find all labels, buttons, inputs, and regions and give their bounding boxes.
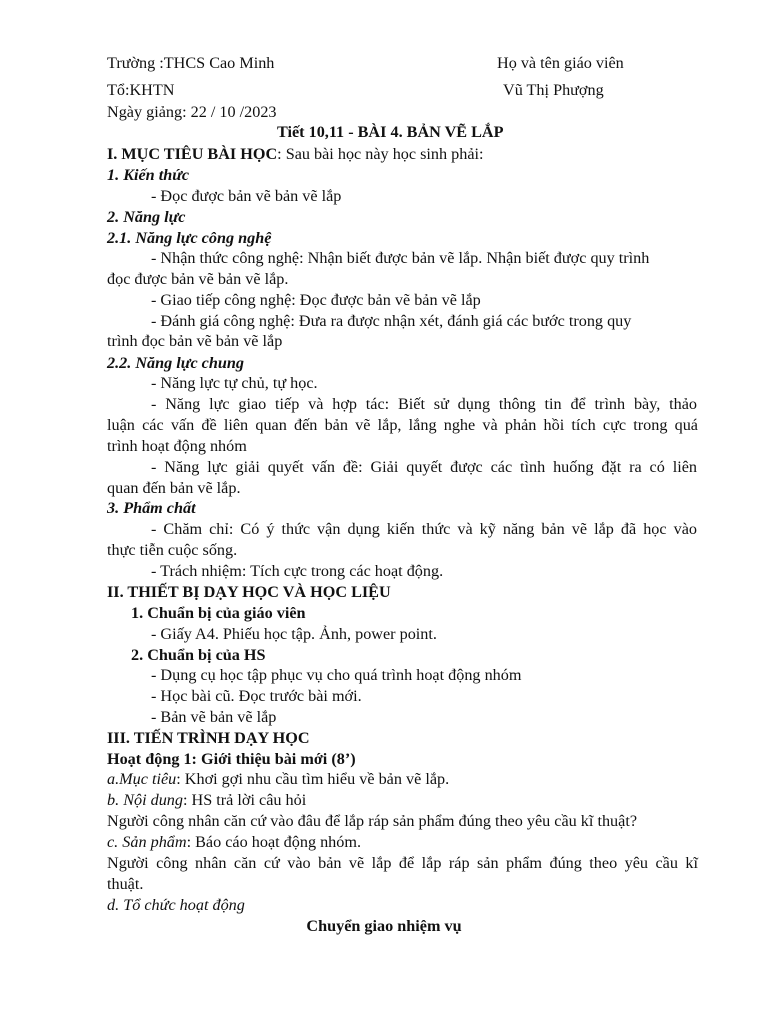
student-prep-item-2: - Học bài cũ. Đọc trước bài mới.: [151, 687, 362, 705]
knowledge-item: - Đọc được bản vẽ bản vẽ lắp: [151, 187, 342, 205]
quality-item-1-cont: thực tiễn cuộc sống.: [107, 541, 238, 559]
tech-item-3: - Đánh giá công nghệ: Đưa ra được nhận xét, đánh giá các bước trong quy: [151, 312, 632, 330]
section1-heading-line: [107, 144, 484, 164]
content-label: b. Nội dung: [107, 791, 183, 809]
department: Tổ:KHTN: [107, 81, 175, 99]
teacher-prep-heading: 1. Chuẩn bị của giáo viên: [131, 604, 306, 622]
general-ability-heading: 2.2. Năng lực chung: [107, 354, 244, 372]
teacher-prep-item: - Giấy A4. Phiếu học tập. Ảnh, power point.: [151, 625, 437, 643]
product-label: c. Sản phẩm: [107, 833, 187, 851]
student-prep-item-1: - Dụng cụ học tập phục vụ cho quá trình hoạt động nhóm: [151, 666, 522, 684]
general-item-3: - Năng lực giải quyết vấn đề: Giải quyết được các tình huống đặt ra có liên: [151, 458, 697, 476]
tech-item-1: - Nhận thức công nghệ: Nhận biết được bản vẽ lắp. Nhận biết được quy trình: [151, 249, 650, 267]
answer-line-1: Người công nhân căn cứ vào bản vẽ lắp để lắp ráp sản phẩm đúng theo yêu cầu kĩ: [107, 854, 698, 872]
general-item-2-cont: luận các vấn đề liên quan đến bản vẽ lắp, lắng nghe và phản hồi tích cực trong quá: [107, 416, 698, 434]
tech-item-2: - Giao tiếp công nghệ: Đọc được bản vẽ bản vẽ lắp: [151, 291, 481, 309]
quality-item-1: - Chăm chỉ: Có ý thức vận dụng kiến thức và kỹ năng bản vẽ lắp đã học vào: [151, 520, 697, 538]
teacher-label: Họ và tên giáo viên: [497, 54, 624, 72]
ability-heading: 2. Năng lực: [107, 208, 186, 226]
general-item-3-cont: quan đến bản vẽ lắp.: [107, 479, 241, 497]
general-item-1: - Năng lực tự chủ, tự học.: [151, 374, 318, 392]
tech-ability-heading: 2.1. Năng lực công nghệ: [107, 229, 272, 247]
lesson-title: Tiết 10,11 - BÀI 4. BẢN VẼ LẮP: [277, 123, 504, 141]
knowledge-heading: 1. Kiến thức: [107, 166, 190, 184]
quality-item-2: - Trách nhiệm: Tích cực trong các hoạt động.: [151, 562, 444, 580]
product-line: [107, 832, 361, 852]
goal-label: a.Mục tiêu: [107, 770, 177, 788]
answer-line-2: thuật.: [107, 875, 144, 893]
section3-heading: III. TIẾN TRÌNH DẠY HỌC: [107, 729, 310, 747]
general-item-2: - Năng lực giao tiếp và hợp tác: Biết sử dụng thông tin để trình bày, thảo: [151, 395, 697, 413]
goal-line: [107, 769, 449, 789]
tech-item-1-cont: đọc được bản vẽ bản vẽ lắp.: [107, 270, 289, 288]
teaching-date: Ngày giảng: 22 / 10 /2023: [107, 103, 277, 121]
tech-item-3-cont: trình đọc bản vẽ bản vẽ lắp: [107, 332, 283, 350]
quality-heading: 3. Phẩm chất: [107, 499, 196, 517]
product-text: : Báo cáo hoạt động nhóm.: [186, 833, 362, 851]
student-prep-item-3: - Bản vẽ bản vẽ lắp: [151, 708, 277, 726]
section2-heading: II. THIẾT BỊ DẠY HỌC VÀ HỌC LIỆU: [107, 583, 391, 601]
question: Người công nhân căn cứ vào đâu để lắp ráp sản phẩm đúng theo yêu cầu kĩ thuật?: [107, 812, 637, 830]
task-heading: Chuyển giao nhiệm vụ: [306, 917, 462, 935]
student-prep-heading: 2. Chuẩn bị của HS: [131, 646, 266, 664]
general-item-2-end: trình hoạt động nhóm: [107, 437, 247, 455]
content-line: [107, 790, 306, 810]
content-text: : HS trả lời câu hỏi: [183, 791, 307, 809]
section1-heading-rest: : Sau bài học này học sinh phải:: [277, 145, 484, 163]
activity1-heading: Hoạt động 1: Giới thiệu bài mới (8’): [107, 750, 356, 768]
teacher-name: Vũ Thị Phượng: [503, 81, 604, 99]
section1-heading: I. MỤC TIÊU BÀI HỌC: [107, 145, 278, 163]
organize-label: d. Tổ chức hoạt động: [107, 896, 245, 914]
school-name: Trường :THCS Cao Minh: [107, 54, 275, 72]
goal-text: : Khơi gợi nhu cầu tìm hiểu về bản vẽ lắp.: [176, 770, 450, 788]
